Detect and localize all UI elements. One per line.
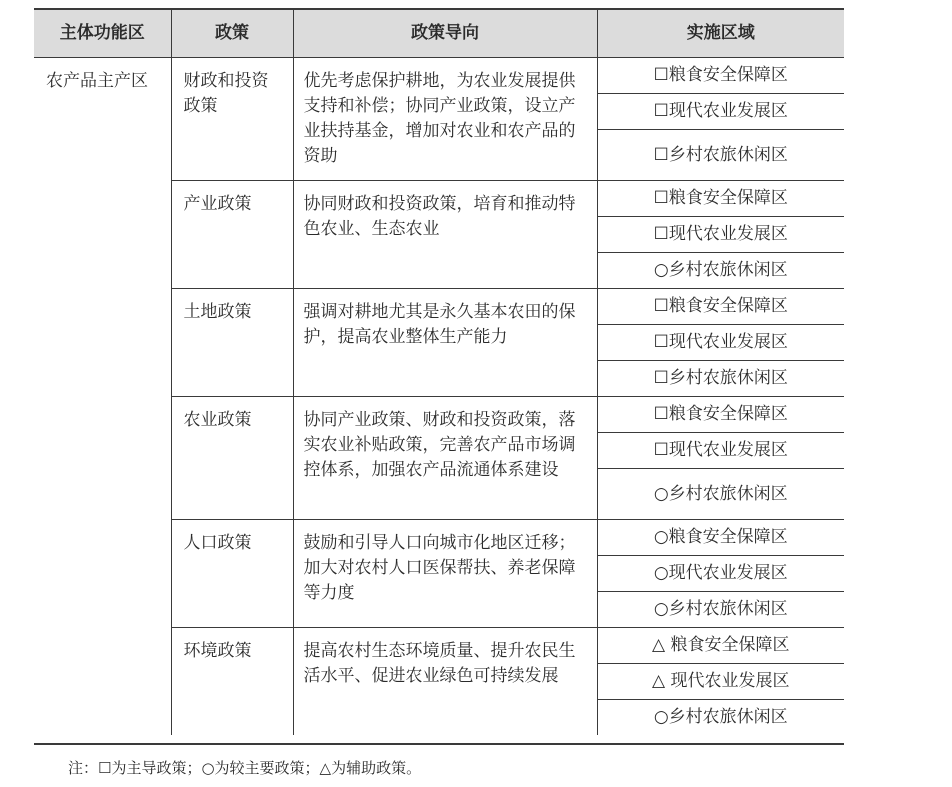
area-cell: △ 现代农业发展区 [597,664,844,700]
area-cell: ○乡村农旅休闲区 [597,253,844,289]
policy-name-cell: 环境政策 [171,628,293,736]
area-cell: ☐粮食安全保障区 [597,289,844,325]
header-zone: 主体功能区 [34,9,171,58]
header-orientation: 政策导向 [293,9,597,58]
policy-orientation-cell: 鼓励和引导人口向城市化地区迁移；加大对农村人口医保帮扶、养老保障等力度 [293,520,597,628]
policy-orientation-cell: 提高农村生态环境质量、提升农民生活水平、促进农业绿色可持续发展 [293,628,597,736]
policy-orientation-cell: 优先考虑保护耕地，为农业发展提供支持和补偿；协同产业政策，设立产业扶持基金，增加对农业和农产品的资助 [293,58,597,181]
area-cell: ☐乡村农旅休闲区 [597,130,844,181]
table-bottom-rule [34,743,844,745]
header-policy: 政策 [171,9,293,58]
area-cell: ☐现代农业发展区 [597,217,844,253]
area-cell: ☐粮食安全保障区 [597,181,844,217]
policy-name-cell: 农业政策 [171,397,293,520]
policy-name-cell: 人口政策 [171,520,293,628]
table-row [34,58,844,94]
policy-orientation-cell: 强调对耕地尤其是永久基本农田的保护，提高农业整体生产能力 [293,289,597,397]
policy-name-cell: 土地政策 [171,289,293,397]
header-row [34,9,844,58]
policy-name-cell: 产业政策 [171,181,293,289]
area-cell: ☐现代农业发展区 [597,94,844,130]
policy-orientation-cell: 协同财政和投资政策，培育和推动特色农业、生态农业 [293,181,597,289]
table-note: 注：☐为主导政策；○为较主要政策；△为辅助政策。 [68,759,422,777]
area-cell: ☐现代农业发展区 [597,325,844,361]
area-cell: ○现代农业发展区 [597,556,844,592]
area-cell: ○乡村农旅休闲区 [597,592,844,628]
area-cell: ○粮食安全保障区 [597,520,844,556]
area-cell: △ 粮食安全保障区 [597,628,844,664]
zone-name-cell: 农产品主产区 [34,58,171,736]
area-cell: ○乡村农旅休闲区 [597,469,844,520]
area-cell: ☐现代农业发展区 [597,433,844,469]
policy-name-cell: 财政和投资政策 [171,58,293,181]
header-area: 实施区域 [597,9,844,58]
area-cell: ○乡村农旅休闲区 [653,707,788,727]
policy-orientation-cell: 协同产业政策、财政和投资政策，落实农业补贴政策，完善农产品市场调控体系，加强农产品流通体系建设 [293,397,597,520]
policy-table [34,8,844,735]
area-cell: ☐乡村农旅休闲区 [597,361,844,397]
area-cell: ☐粮食安全保障区 [597,58,844,94]
area-cell: ☐粮食安全保障区 [597,397,844,433]
